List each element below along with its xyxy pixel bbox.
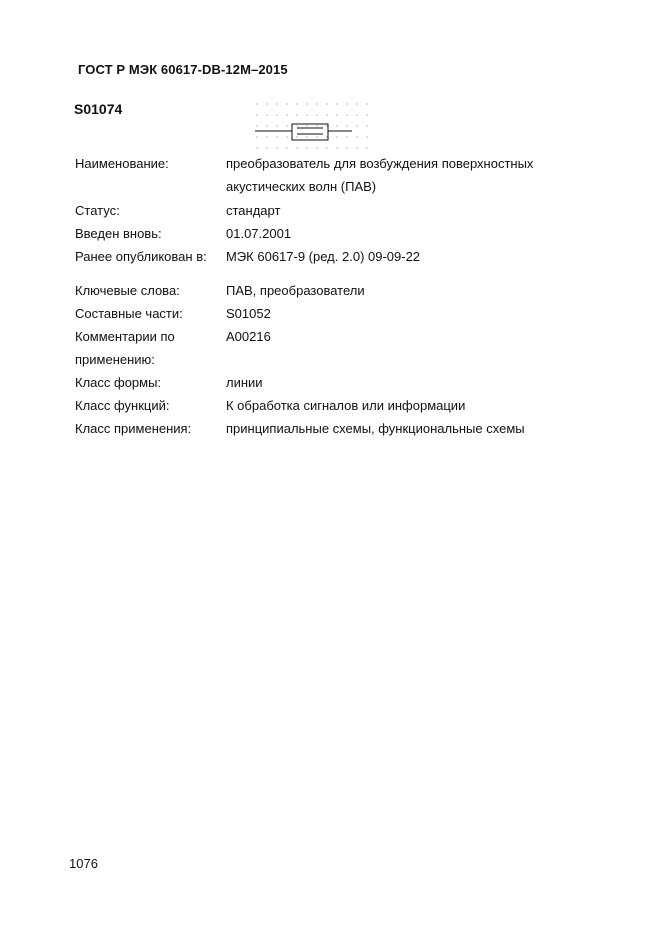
field-value-components: S01052	[226, 306, 271, 321]
saw-transducer-symbol	[250, 98, 370, 154]
grid-dots	[256, 103, 367, 148]
grid-dot	[266, 103, 267, 104]
field-label-function-class: Класс функций:	[75, 398, 170, 413]
grid-dot	[286, 103, 287, 104]
grid-dot	[356, 147, 357, 148]
grid-dot	[336, 114, 337, 115]
grid-dot	[306, 147, 307, 148]
field-value-keywords: ПАВ, преобразователи	[226, 283, 365, 298]
grid-dot	[286, 114, 287, 115]
grid-dot	[336, 125, 337, 126]
grid-dot	[266, 147, 267, 148]
grid-dot	[286, 136, 287, 137]
grid-dot	[266, 136, 267, 137]
grid-dot	[316, 114, 317, 115]
grid-dot	[336, 103, 337, 104]
grid-dot	[356, 136, 357, 137]
grid-dot	[276, 147, 277, 148]
grid-dot	[256, 114, 257, 115]
transducer-graphic	[255, 124, 352, 140]
grid-dot	[276, 136, 277, 137]
grid-dot	[356, 103, 357, 104]
grid-dot	[366, 114, 367, 115]
grid-dot	[296, 114, 297, 115]
grid-dot	[336, 147, 337, 148]
grid-dot	[256, 147, 257, 148]
grid-dot	[316, 103, 317, 104]
grid-dot	[366, 136, 367, 137]
page-header-title: ГОСТ Р МЭК 60617-DB-12M–2015	[78, 62, 288, 77]
field-value-function-class: К обработка сигналов или информации	[226, 398, 466, 413]
field-value-application-class: принципиальные схемы, функциональные схемы	[226, 421, 525, 436]
field-value-name: преобразователь для возбуждения поверхностных	[226, 156, 534, 171]
grid-dot	[346, 147, 347, 148]
grid-dot	[276, 114, 277, 115]
field-label-comments-cont: применению:	[75, 352, 155, 367]
grid-dot	[366, 147, 367, 148]
field-value-introduced: 01.07.2001	[226, 226, 292, 241]
grid-dot	[266, 114, 267, 115]
symbol-code: S01074	[74, 101, 123, 117]
field-value-published: МЭК 60617-9 (ред. 2.0) 09-09-22	[226, 249, 421, 264]
grid-dot	[256, 125, 257, 126]
grid-dot	[266, 125, 267, 126]
grid-dot	[296, 125, 297, 126]
field-label-name: Наименование:	[75, 156, 169, 171]
grid-dot	[306, 103, 307, 104]
field-label-keywords: Ключевые слова:	[75, 283, 180, 298]
grid-dot	[306, 136, 307, 137]
field-value-status: стандарт	[226, 203, 281, 218]
grid-dot	[316, 125, 317, 126]
grid-dot	[326, 136, 327, 137]
grid-dot	[356, 125, 357, 126]
grid-dot	[366, 103, 367, 104]
field-label-components: Составные части:	[75, 306, 183, 321]
field-value-name-cont: акустических волн (ПАВ)	[226, 179, 377, 194]
page-number: 1076	[69, 856, 98, 871]
grid-dot	[296, 147, 297, 148]
field-label-shape-class: Класс формы:	[75, 375, 162, 390]
grid-dot	[346, 114, 347, 115]
grid-dot	[276, 125, 277, 126]
grid-dot	[346, 103, 347, 104]
grid-dot	[256, 136, 257, 137]
field-label-comments: Комментарии по	[75, 329, 175, 344]
grid-dot	[366, 125, 367, 126]
grid-dot	[316, 147, 317, 148]
field-label-introduced: Введен вновь:	[75, 226, 162, 241]
grid-dot	[286, 147, 287, 148]
grid-dot	[256, 103, 257, 104]
grid-dot	[296, 136, 297, 137]
grid-dot	[296, 103, 297, 104]
grid-dot	[346, 136, 347, 137]
grid-dot	[326, 147, 327, 148]
field-label-application-class: Класс применения:	[75, 421, 192, 436]
field-value-shape-class: линии	[226, 375, 263, 390]
grid-dot	[286, 125, 287, 126]
grid-dot	[346, 125, 347, 126]
grid-dot	[326, 114, 327, 115]
grid-dot	[326, 125, 327, 126]
grid-dot	[356, 114, 357, 115]
field-value-comments: A00216	[226, 329, 271, 344]
field-label-status: Статус:	[75, 203, 120, 218]
field-label-published: Ранее опубликован в:	[75, 249, 207, 264]
grid-dot	[276, 103, 277, 104]
grid-dot	[306, 114, 307, 115]
grid-dot	[316, 136, 317, 137]
grid-dot	[326, 103, 327, 104]
grid-dot	[306, 125, 307, 126]
grid-dot	[336, 136, 337, 137]
